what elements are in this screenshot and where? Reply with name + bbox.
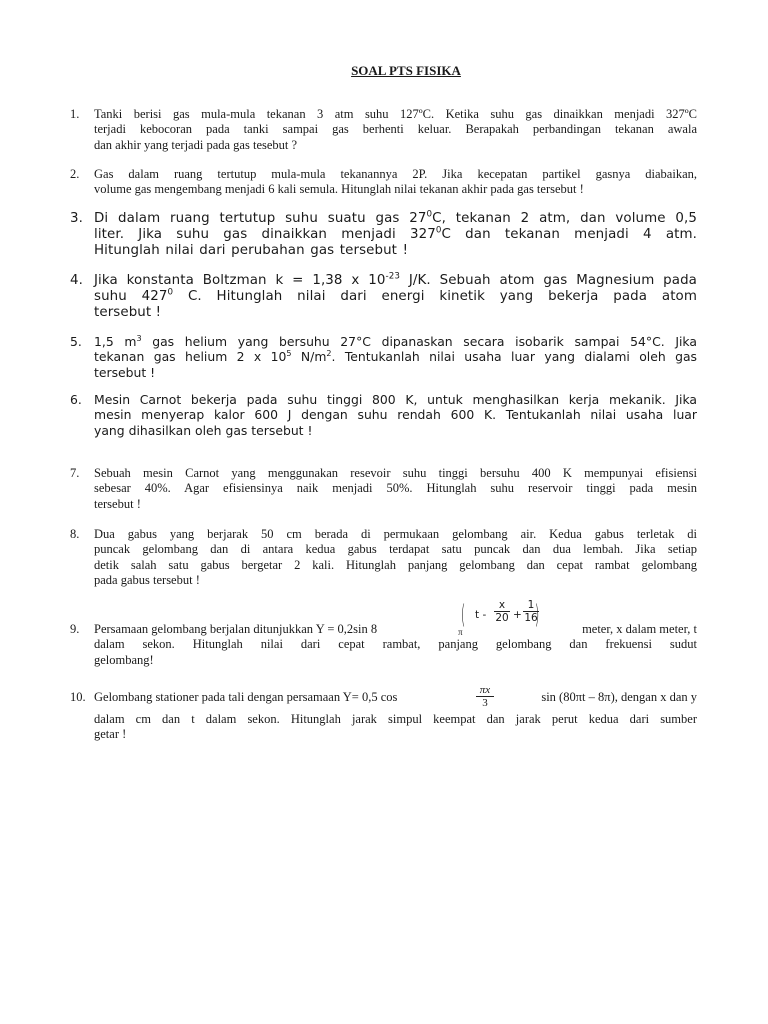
question-8 — [70, 527, 697, 588]
question-9 — [70, 599, 697, 668]
question-1 — [70, 107, 697, 153]
question-text-line: dan akhir yang terjadi pada gas tesebut ? — [94, 137, 298, 152]
question-text-line: Hitunglah nilai dari perubahan gas tersebut ! — [94, 243, 409, 258]
question-text-line: tersebut ! — [94, 496, 141, 511]
question-text-line: Di dalam ruang tertutup suhu suatu gas $27^0C$, tekanan 2 atm, dan volume 0,5 — [94, 209, 697, 226]
question-text-line: Dua gabus yang berjarak 50 cm berada di permukaan gelombang air. Kedua gabus terletak di — [94, 527, 697, 541]
question-number: 8. — [70, 527, 80, 541]
exponent-t-minus: t - — [475, 609, 487, 621]
pi-symbol: π — [458, 627, 463, 637]
question-text-line: terjadi kebocoran pada tanki sampai gas berhenti keluar. Berapakah perbandingan tekanan awala — [94, 122, 697, 137]
left-paren: ( — [460, 600, 466, 630]
question-number: 5. — [70, 334, 82, 349]
page-title: SOAL PTS FISIKA — [351, 63, 461, 78]
question-text-line: Sebuah mesin Carnot yang menggunakan resevoir suhu tinggi bersuhu 400 K mempunyai efisiensi — [94, 466, 697, 480]
question-text-line: mesin menyerap kalor 600 J dengan suhu rendah 600 K. Tentukanlah nilai usaha luar — [94, 407, 697, 423]
question-number: 4. — [70, 273, 83, 288]
question-number: 2. — [70, 167, 80, 181]
question-text-line: Tanki berisi gas mula-mula tekanan 3 atm suhu 127ºC. Ketika suhu gas dinaikkan menjadi 327ºC — [94, 107, 697, 121]
question-text-line: 1,5 $m^3$ gas helium yang bersuhu 27°C dipanaskan secara isobarik sampai 54°C. Jika — [94, 333, 697, 349]
question-number: 6. — [70, 392, 82, 407]
question-7 — [70, 466, 697, 512]
question-4 — [70, 271, 697, 321]
question-text-line: yang dihasilkan oleh gas tersebut ! — [94, 422, 313, 438]
question-6 — [70, 392, 697, 438]
question-text-line: liter. Jika suhu gas dinaikkan menjadi $327^0C$ dan tekanan menjadi 4 atm. — [94, 225, 697, 242]
question-number: 3. — [70, 211, 83, 226]
question-number: 9. — [70, 622, 80, 636]
question-text-line: tekanan gas helium 2 x $10^5$ $N/m^2$. Tentukanlah nilai usaha luar yang dialami oleh gas — [94, 349, 697, 365]
question-text-line: Mesin Carnot bekerja pada suhu tinggi 800 K, untuk menghasilkan kerja mekanik. Jika — [94, 392, 697, 407]
question-text-line: pada gabus tersebut ! — [94, 572, 200, 587]
question-text-line: dalam sekon. Hitunglah nilai dari cepat rambat, panjang gelombang dan frekuensi sudut — [94, 637, 697, 652]
fraction-pi-x-over-3: πx 3 — [476, 684, 494, 710]
fraction-x-over-20: x 20 — [495, 599, 509, 624]
right-paren: ) — [534, 600, 540, 630]
question-text-line: tersebut ! — [94, 364, 156, 380]
question-text-line: Jika konstanta Boltzman k = 1,38 x $10^{-23}$ J/K. Sebuah atom gas Magnesium pada — [94, 271, 697, 288]
question-number: 1. — [70, 107, 80, 121]
question-10 — [70, 684, 697, 743]
question-text-line: tersebut ! — [94, 305, 162, 320]
question-text-line: dalam cm dan t dalam sekon. Hitunglah jarak simpul keempat dan jarak perut kedua dari sumber — [94, 712, 697, 726]
question-text-line: Gas dalam ruang tertutup mula-mula tekanannya 2P. Jika kecepatan partikel gasnya diabaikan, — [94, 167, 697, 181]
question-text-line: getar ! — [94, 727, 127, 742]
question-text-line: puncak gelombang dan di antara kedua gabus terdapat satu puncak dan dua lembah. Jika setiap — [94, 542, 697, 557]
question-3 — [70, 209, 697, 259]
question-number: 10. — [70, 690, 86, 704]
exponent-plus: + — [513, 609, 522, 621]
question-text-line: gelombang! — [94, 652, 154, 667]
question-text-line: suhu $427^0$ C. Hitunglah nilai dari energi kinetik yang bekerja pada atom — [94, 287, 697, 304]
question-text-line: Persamaan gelombang berjalan ditunjukkan Y = 0,2sin 8 π ( t - x 20 + 1 16 ) meter, x dalam meter, t — [94, 622, 697, 637]
question-text-line: Gelombang stationer pada tali dengan persamaan Y= 0,5 cos πx 3 sin (80πt – 8π), dengan x dan y — [94, 684, 697, 709]
question-number: 7. — [70, 466, 80, 480]
question-text-line: volume gas mengembang menjadi 6 kali semula. Hitunglah nilai tekanan akhir pada gas tersebut ! — [94, 182, 584, 197]
question-2 — [70, 167, 697, 198]
question-5 — [70, 333, 697, 380]
fraction-1-over-16: 1 16 — [524, 599, 538, 624]
question-text-line: sebesar 40%. Agar efisiensinya naik menjadi 50%. Hitunglah suhu reservoir tinggi pada mesin — [94, 481, 697, 496]
question-text-line: detik salah satu gabus bergetar 2 kali. Hitunglah panjang gelombang dan cepat rambat gelombang — [94, 557, 697, 572]
